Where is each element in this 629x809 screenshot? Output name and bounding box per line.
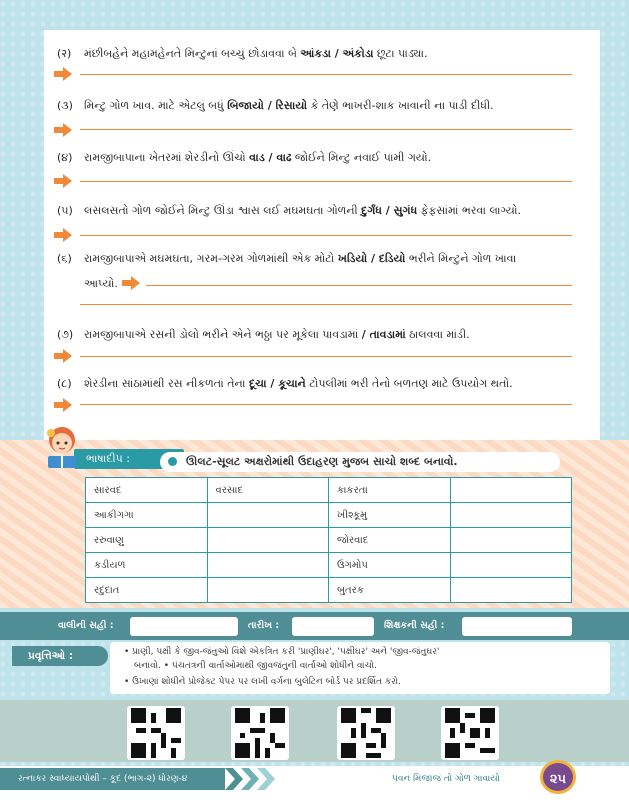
answer-line[interactable] bbox=[146, 285, 572, 286]
date-label: તારીખ : bbox=[248, 620, 280, 631]
answer-cell[interactable] bbox=[207, 528, 329, 553]
activity-line-1: • પ્રાણી, પક્ષી કે જીવ-જંતુઓ વિશે એકત્રિત કરી 'પ્રાણીઘર', 'પક્ષીઘર' અને 'જીવ-જંતુઘર' bbox=[124, 647, 440, 657]
qr-code[interactable] bbox=[231, 706, 289, 760]
answer-arrow-icon bbox=[54, 398, 72, 412]
qr-code-strip bbox=[0, 700, 629, 762]
table-cell: રરુવાણુ bbox=[86, 528, 208, 553]
parent-signature-field[interactable] bbox=[130, 617, 238, 636]
qr-code[interactable] bbox=[337, 706, 395, 760]
question-5: (૫) લસલસતો ગોળ જોઈને મિન્ટુ ઊંડા શ્વાસ લઈ મઘમઘતા ગોળની દુર્ગંધ / સુગંધ ફેફસાંમાં ભરવા લાગ્યો. bbox=[57, 204, 522, 217]
answer-cell[interactable] bbox=[207, 503, 329, 528]
table-row bbox=[86, 478, 572, 503]
table-row bbox=[86, 553, 572, 578]
answer-cell[interactable] bbox=[450, 478, 572, 503]
chevron-right-icon bbox=[225, 768, 275, 790]
table-cell: વરસાદ bbox=[207, 478, 329, 503]
date-field[interactable] bbox=[292, 617, 374, 636]
answer-cell[interactable] bbox=[450, 528, 572, 553]
answer-arrow-icon bbox=[54, 349, 72, 363]
chapter-title: પવન મિજાજ તો ગોળ ગાવાયો bbox=[392, 774, 500, 784]
answer-line[interactable] bbox=[80, 235, 572, 236]
answer-arrow-icon bbox=[54, 174, 72, 188]
qr-code[interactable] bbox=[441, 706, 499, 760]
answer-arrow-icon bbox=[54, 228, 72, 242]
question-6-line2: આપ્યો. bbox=[84, 277, 118, 290]
answer-line[interactable] bbox=[80, 181, 572, 182]
table-cell: ખીશ્કૂમુ bbox=[329, 503, 451, 528]
answer-line[interactable] bbox=[80, 129, 572, 130]
table-row bbox=[86, 503, 572, 528]
table-cell: કાકરતા bbox=[329, 478, 451, 503]
answer-arrow-icon bbox=[54, 67, 72, 81]
page-number: ૨૫ bbox=[540, 760, 576, 794]
bullet-icon bbox=[168, 457, 177, 466]
question-6: (૬) રામજીબાપાએ મઘમઘતા, ગરમ-ગરમ ગોળમાંથી એક મોટો ખડિયો / દડિયો ભરીને મિન્ટુને ગોળ ખાવા bbox=[57, 252, 517, 265]
book-title: રત્નાકર સ્વાધ્યાયપોથી – કૂદ (ભાગ-૨) ધોરણ-૪ bbox=[0, 768, 225, 790]
activity-line-2: બનાવો. • પંચતંત્રની વાર્તાઓમાંથી જીવજંતુની વાર્તાઓ શોધીને વાંચો. bbox=[134, 661, 377, 671]
girl-reading-icon bbox=[40, 424, 84, 470]
answer-arrow-icon bbox=[54, 123, 72, 137]
activities-label: પ્રવૃત્તિઓ : bbox=[12, 646, 108, 666]
qr-code[interactable] bbox=[127, 706, 185, 760]
teacher-signature-label: શિક્ષકની સહી : bbox=[384, 620, 445, 631]
bhashadeep-instruction: ઊલટ-સૂલટ અક્ષરોમાંથી ઉદાહરણ મુજબ સાચો શબ્દ બનાવો. bbox=[160, 452, 560, 472]
table-cell: કડીયળ bbox=[86, 553, 208, 578]
table-cell: સારવદ bbox=[86, 478, 208, 503]
question-8: (૮) શેરડીના સાંઠામાંથી રસ નીકળતાં તેના દૂચા / કૂચાને ટોપલીમાં ભરી તેનો બળતણ માટે ઉપયોગ થતો. bbox=[57, 377, 513, 390]
answer-cell[interactable] bbox=[450, 503, 572, 528]
table-row bbox=[86, 528, 572, 553]
answer-cell[interactable] bbox=[207, 578, 329, 603]
bhashadeep-label: ભાષાદીપ : bbox=[74, 449, 184, 469]
answer-cell[interactable] bbox=[450, 553, 572, 578]
answer-line[interactable] bbox=[80, 404, 572, 405]
jumbled-words-table bbox=[85, 477, 572, 603]
table-cell: રદુંદાત bbox=[86, 578, 208, 603]
answer-cell[interactable] bbox=[450, 578, 572, 603]
answer-line[interactable] bbox=[80, 304, 572, 305]
answer-cell[interactable] bbox=[207, 553, 329, 578]
question-2: (२) મંછીબહેને મહામહેનતે મિન્ટુનાં બચ્ચું છોડાવવા બે આંકડા / અંકોડા છૂટા પાડ્યા. bbox=[57, 47, 428, 60]
answer-line[interactable] bbox=[80, 74, 572, 75]
table-row bbox=[86, 578, 572, 603]
table-cell: જોરવાદ bbox=[329, 528, 451, 553]
table-cell: બુતરક bbox=[329, 578, 451, 603]
table-cell: ઉગમોપ bbox=[329, 553, 451, 578]
parent-signature-label: વાલીની સહી : bbox=[58, 620, 114, 631]
table-cell: આકીગગા bbox=[86, 503, 208, 528]
question-4: (૪) રામજીબાપાના ખેતરમાં શેરડીનો ઊંચો વાડ / વાઢ જોઈને મિન્ટુ નવાઈ પામી ગયો. bbox=[57, 151, 432, 164]
question-3: (૩) મિન્ટુ ગોળ ખાવ. માટે એટલું બધું બિજાયો / રિસાયો કે તેણે ભાખરી-શાક ખાવાની ના પાડી દીધી. bbox=[57, 99, 494, 112]
question-7: (૭) રામજીબાપાએ રસની ડોલો ભરીને એને ભઠ્ઠા પર મૂકેલા પાવડામાં / તાવડામાં ઠાલવવા માંડી. bbox=[57, 328, 470, 341]
answer-arrow-icon bbox=[122, 276, 140, 290]
teacher-signature-field[interactable] bbox=[462, 617, 572, 636]
activity-line-3: • ઉખાણાં શોધીને પ્રોજેક્ટ પેપર પર લખી વર્ગના બુલેટિન બોર્ડ પર પ્રદર્શિત કરો. bbox=[124, 677, 402, 687]
answer-line[interactable] bbox=[80, 356, 572, 357]
